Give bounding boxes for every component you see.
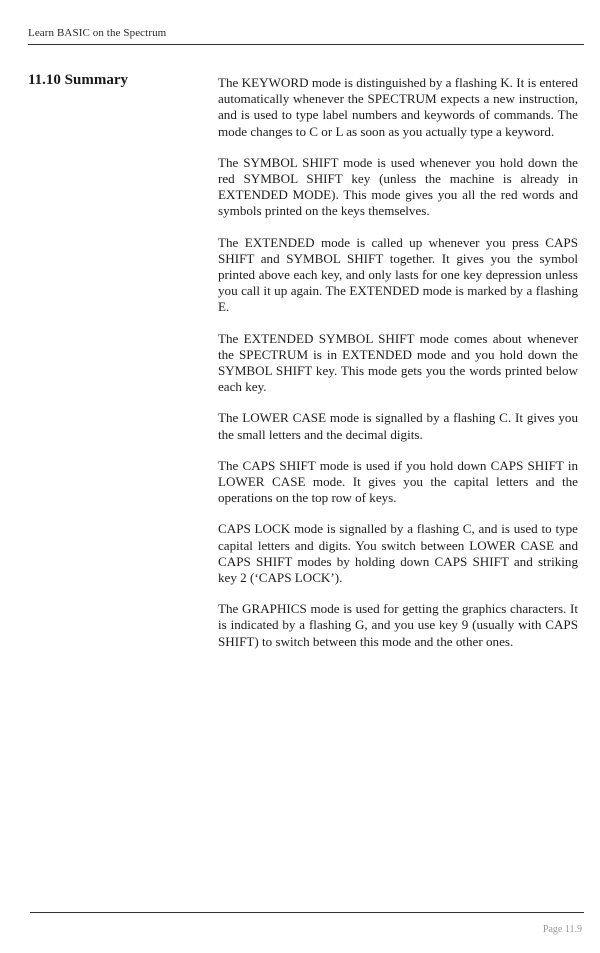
header-rule bbox=[28, 44, 584, 45]
paragraph-graphics-mode: The GRAPHICS mode is used for getting the graphics characters. It is indicated by a flashing G, and you use key 9 (usually with CAPS SHIFT) to switch between this mode and the other ones. bbox=[218, 601, 578, 649]
footer-rule bbox=[30, 912, 584, 913]
paragraph-caps-shift-mode: The CAPS SHIFT mode is used if you hold down CAPS SHIFT in LOWER CASE mode. It gives you the capital letters and the operations on the top row of keys. bbox=[218, 457, 578, 506]
paragraph-caps-lock-mode: CAPS LOCK mode is signalled by a flashing C, and is used to type capital letters and digits. You switch between LOWER CASE and CAPS SHIFT modes by holding down CAPS SHIFT and striking key 2 (‘CAPS LOCK’). bbox=[218, 521, 578, 586]
section-body bbox=[218, 75, 578, 665]
paragraph-lower-case-mode: The LOWER CASE mode is signalled by a flashing C. It gives you the small letters and the decimal digits. bbox=[218, 410, 578, 442]
page-number: Page 11.9 bbox=[542, 924, 582, 935]
paragraph-symbol-shift-mode: The SYMBOL SHIFT mode is used whenever you hold down the red SYMBOL SHIFT key (unless the machine is already in EXTENDED MODE). This mode gives you all the red words and symbols printed on the keys themselves. bbox=[218, 154, 578, 219]
section-heading: 11.10 Summary bbox=[28, 72, 129, 88]
paragraph-keyword-mode: The KEYWORD mode is distinguished by a flashing K. It is entered automatically whenever the SPECTRUM expects a new instruction, and is used to type label numbers and keywords of commands. The mode changes to C or L as soon as you actually type a keyword. bbox=[218, 75, 579, 139]
running-head: Learn BASIC on the Spectrum bbox=[28, 27, 167, 39]
paragraph-extended-mode: The EXTENDED mode is called up whenever you press CAPS SHIFT and SYMBOL SHIFT together. It gives you the symbol printed above each key, and only lasts for one key depression unless you call it up again. The EXTENDED mode is marked by a flashing E. bbox=[218, 234, 578, 315]
paragraph-extended-symbol-shift-mode: The EXTENDED SYMBOL SHIFT mode comes about whenever the SPECTRUM is in EXTENDED mode and you hold down the SYMBOL SHIFT key. This mode gets you the words printed below each key. bbox=[218, 330, 578, 395]
